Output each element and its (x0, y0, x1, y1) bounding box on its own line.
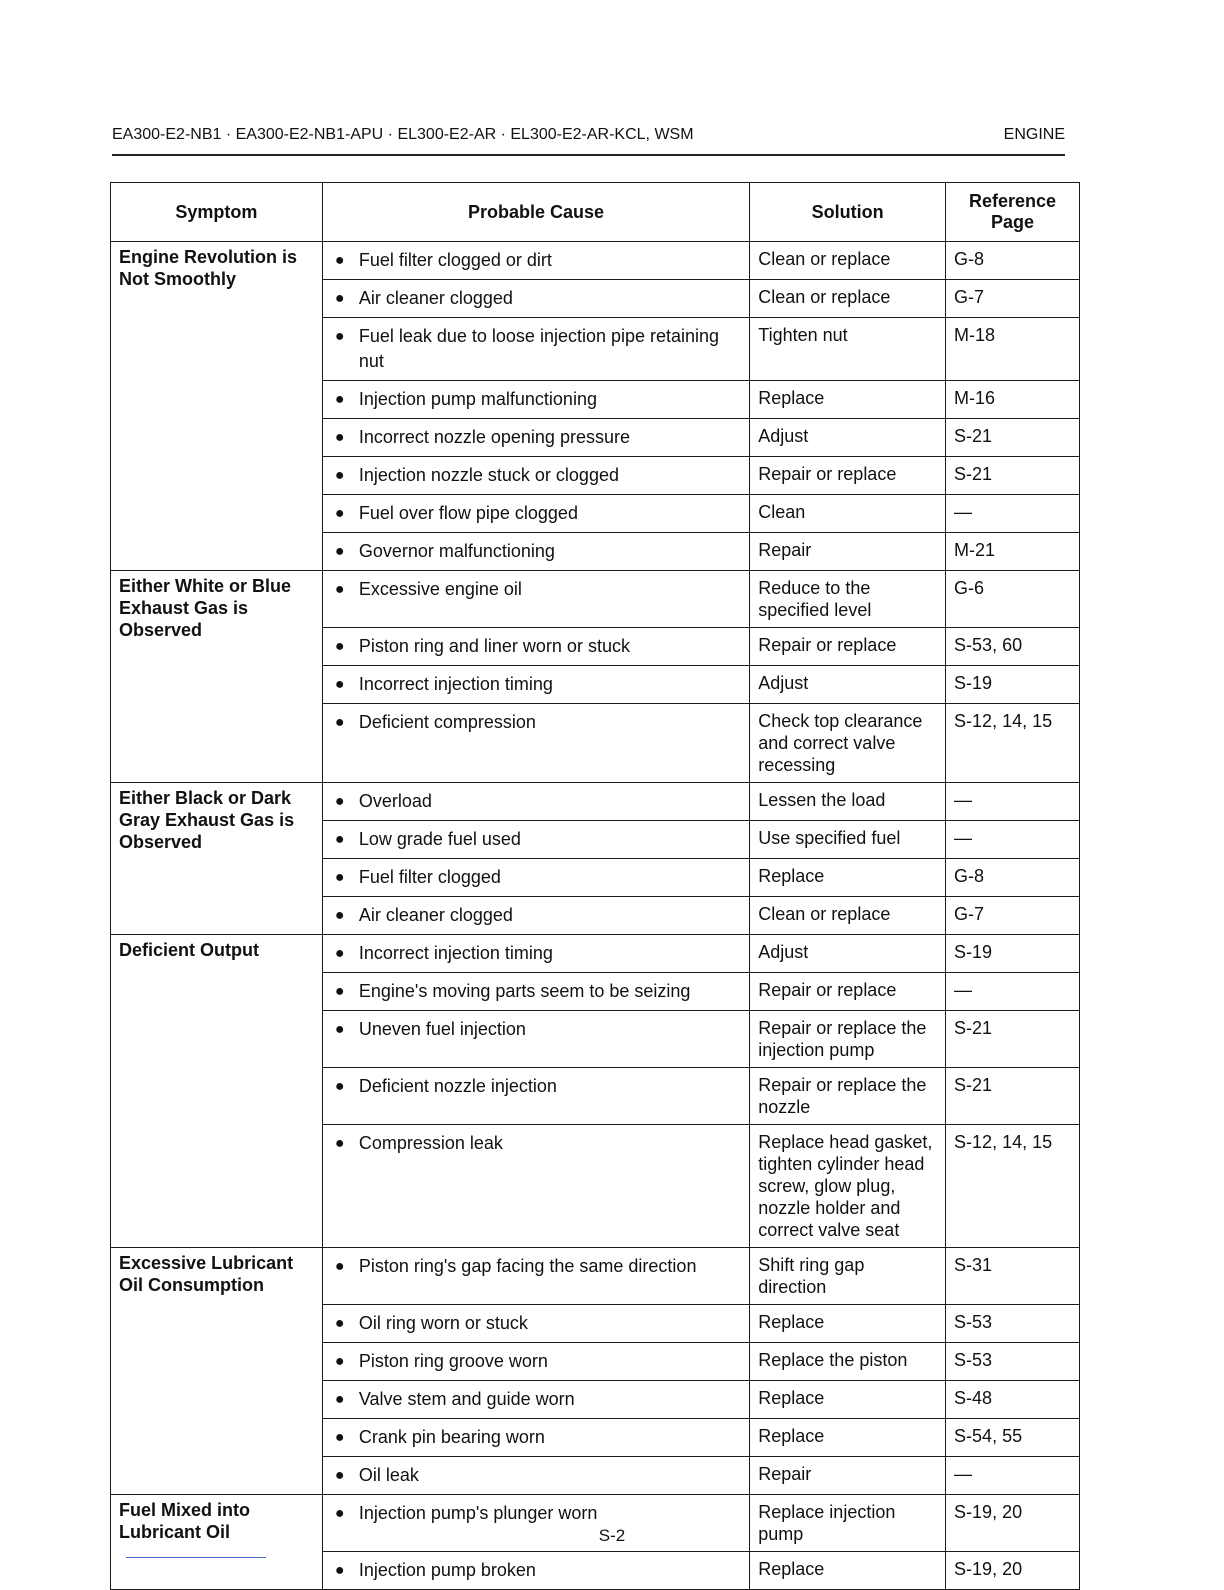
cause-cell (322, 859, 749, 897)
bullet-icon: ● (334, 793, 345, 810)
reference-cell: S-21 (946, 1011, 1080, 1068)
reference-cell: — (946, 821, 1080, 859)
cause-text: Oil ring worn or stuck (358, 1313, 528, 1333)
table-header-row (111, 183, 1080, 242)
solution-cell: Repair or replace the injection pump (750, 1011, 946, 1068)
reference-cell: S-19 (946, 666, 1080, 704)
column-header-probable-cause: Probable Cause (322, 183, 749, 242)
cause-cell (322, 973, 749, 1011)
cause-cell (322, 1068, 749, 1125)
solution-cell: Repair (750, 1457, 946, 1495)
cause-cell (322, 1125, 749, 1248)
reference-cell: S-19, 20 (946, 1552, 1080, 1590)
reference-cell: S-53 (946, 1305, 1080, 1343)
table-row (111, 571, 1080, 628)
bullet-icon: ● (334, 1562, 345, 1579)
cause-text: Air cleaner clogged (358, 288, 513, 308)
solution-cell: Replace head gasket, tighten cylinder head screw, glow plug, nozzle holder and correct valve seat (750, 1125, 946, 1248)
cause-text: Uneven fuel injection (358, 1019, 526, 1039)
cause-text: Fuel leak due to loose injection pipe retaining nut (358, 326, 720, 371)
bullet-icon: ● (334, 467, 345, 484)
cause-cell (322, 704, 749, 783)
column-header-symptom: Symptom (111, 183, 323, 242)
cause-cell (322, 666, 749, 704)
bullet-icon: ● (334, 581, 345, 598)
cause-text: Air cleaner clogged (358, 905, 513, 925)
cause-text: Injection nozzle stuck or clogged (358, 465, 619, 485)
solution-cell: Replace the piston (750, 1343, 946, 1381)
bullet-icon: ● (334, 543, 345, 560)
solution-cell: Lessen the load (750, 783, 946, 821)
cause-text: Injection pump broken (358, 1560, 536, 1580)
reference-cell: G-8 (946, 242, 1080, 280)
table-row (111, 242, 1080, 280)
solution-cell: Repair or replace (750, 457, 946, 495)
bullet-icon: ● (334, 328, 345, 345)
bullet-icon: ● (334, 1391, 345, 1408)
solution-cell: Replace (750, 859, 946, 897)
bullet-icon: ● (334, 1315, 345, 1332)
reference-cell: G-6 (946, 571, 1080, 628)
cause-text: Crank pin bearing worn (358, 1427, 545, 1447)
bullet-icon: ● (334, 1135, 345, 1152)
solution-cell: Adjust (750, 935, 946, 973)
reference-cell: — (946, 495, 1080, 533)
reference-cell: S-54, 55 (946, 1419, 1080, 1457)
symptom-cell: Fuel Mixed into Lubricant Oil (111, 1495, 323, 1590)
solution-cell: Check top clearance and correct valve recessing (750, 704, 946, 783)
cause-cell (322, 318, 749, 381)
solution-cell: Replace (750, 1419, 946, 1457)
bullet-icon: ● (334, 1353, 345, 1370)
reference-cell: S-48 (946, 1381, 1080, 1419)
cause-cell (322, 1305, 749, 1343)
table-body (111, 242, 1080, 1590)
solution-cell: Clean or replace (750, 897, 946, 935)
symptom-cell: Engine Revolution is Not Smoothly (111, 242, 323, 571)
bullet-icon: ● (334, 945, 345, 962)
reference-cell: G-8 (946, 859, 1080, 897)
cause-text: Incorrect nozzle opening pressure (358, 427, 630, 447)
reference-cell: S-31 (946, 1248, 1080, 1305)
solution-cell: Replace (750, 1305, 946, 1343)
solution-cell: Clean or replace (750, 280, 946, 318)
solution-cell: Shift ring gap direction (750, 1248, 946, 1305)
solution-cell: Repair or replace (750, 973, 946, 1011)
solution-cell: Repair or replace the nozzle (750, 1068, 946, 1125)
reference-cell: S-53, 60 (946, 628, 1080, 666)
table-row (111, 935, 1080, 973)
cause-cell (322, 419, 749, 457)
column-header-solution: Solution (750, 183, 946, 242)
bullet-icon: ● (334, 1078, 345, 1095)
reference-cell: — (946, 973, 1080, 1011)
solution-cell: Repair or replace (750, 628, 946, 666)
manual-title: EA300-E2-NB1 · EA300-E2-NB1-APU · EL300-E2-AR · EL300-E2-AR-KCL, WSM (112, 126, 694, 143)
cause-cell (322, 1457, 749, 1495)
reference-cell: G-7 (946, 897, 1080, 935)
bullet-icon: ● (334, 252, 345, 269)
page-header (112, 126, 1065, 148)
cause-text: Deficient compression (358, 712, 536, 732)
page-number: S-2 (598, 1526, 626, 1545)
symptom-cell: Deficient Output (111, 935, 323, 1248)
solution-cell: Clean or replace (750, 242, 946, 280)
cause-cell (322, 1343, 749, 1381)
reference-cell: M-21 (946, 533, 1080, 571)
cause-text: Injection pump malfunctioning (358, 389, 597, 409)
cause-cell (322, 381, 749, 419)
table-row (111, 1248, 1080, 1305)
cause-cell (322, 280, 749, 318)
symptom-cell: Either Black or Dark Gray Exhaust Gas is Observed (111, 783, 323, 935)
bullet-icon: ● (334, 869, 345, 886)
cause-cell (322, 897, 749, 935)
header-divider (112, 154, 1065, 156)
bullet-icon: ● (334, 907, 345, 924)
section-name: ENGINE (1003, 126, 1065, 143)
bullet-icon: ● (334, 290, 345, 307)
reference-cell: S-12, 14, 15 (946, 1125, 1080, 1248)
cause-text: Valve stem and guide worn (358, 1389, 575, 1409)
bullet-icon: ● (334, 831, 345, 848)
cause-cell (322, 495, 749, 533)
reference-cell: M-16 (946, 381, 1080, 419)
reference-cell: G-7 (946, 280, 1080, 318)
solution-cell: Replace (750, 381, 946, 419)
cause-text: Low grade fuel used (358, 829, 521, 849)
cause-cell (322, 783, 749, 821)
cause-text: Incorrect injection timing (358, 943, 553, 963)
bullet-icon: ● (334, 505, 345, 522)
reference-cell: — (946, 1457, 1080, 1495)
cause-text: Fuel filter clogged or dirt (358, 250, 552, 270)
bullet-icon: ● (334, 429, 345, 446)
reference-cell: S-12, 14, 15 (946, 704, 1080, 783)
cause-cell (322, 1419, 749, 1457)
reference-cell: S-53 (946, 1343, 1080, 1381)
cause-text: Governor malfunctioning (358, 541, 555, 561)
cause-text: Compression leak (358, 1133, 503, 1153)
solution-cell: Clean (750, 495, 946, 533)
cause-text: Oil leak (358, 1465, 419, 1485)
solution-cell: Replace (750, 1552, 946, 1590)
cause-cell (322, 821, 749, 859)
cause-cell (322, 1381, 749, 1419)
cause-cell (322, 1011, 749, 1068)
bullet-icon: ● (334, 1429, 345, 1446)
bullet-icon: ● (334, 1021, 345, 1038)
reference-cell: S-19 (946, 935, 1080, 973)
bullet-icon: ● (334, 1258, 345, 1275)
link-underline (126, 1557, 266, 1558)
bullet-icon: ● (334, 1467, 345, 1484)
cause-text: Engine's moving parts seem to be seizing (358, 981, 691, 1001)
bullet-icon: ● (334, 676, 345, 693)
cause-text: Overload (358, 791, 432, 811)
cause-text: Piston ring and liner worn or stuck (358, 636, 630, 656)
cause-cell (322, 457, 749, 495)
solution-cell: Reduce to the specified level (750, 571, 946, 628)
cause-cell (322, 935, 749, 973)
solution-cell: Adjust (750, 666, 946, 704)
troubleshooting-table (110, 182, 1080, 1590)
table-row (111, 783, 1080, 821)
bullet-icon: ● (334, 391, 345, 408)
bullet-icon: ● (334, 714, 345, 731)
reference-cell: — (946, 783, 1080, 821)
bullet-icon: ● (334, 638, 345, 655)
solution-cell: Replace injection pump (750, 1495, 946, 1552)
bullet-icon: ● (334, 983, 345, 1000)
cause-text: Piston ring groove worn (358, 1351, 548, 1371)
solution-cell: Replace (750, 1381, 946, 1419)
cause-cell (322, 571, 749, 628)
solution-cell: Repair (750, 533, 946, 571)
cause-text: Piston ring's gap facing the same direction (358, 1256, 697, 1276)
solution-cell: Adjust (750, 419, 946, 457)
cause-cell (322, 628, 749, 666)
cause-text: Excessive engine oil (358, 579, 522, 599)
reference-cell: S-21 (946, 1068, 1080, 1125)
reference-cell: S-19, 20 (946, 1495, 1080, 1552)
solution-cell: Tighten nut (750, 318, 946, 381)
cause-cell (322, 1248, 749, 1305)
reference-cell: S-21 (946, 419, 1080, 457)
bullet-icon: ● (334, 1505, 345, 1522)
symptom-cell: Either White or Blue Exhaust Gas is Observed (111, 571, 323, 783)
cause-text: Fuel filter clogged (358, 867, 501, 887)
cause-cell (322, 242, 749, 280)
cause-text: Fuel over flow pipe clogged (358, 503, 578, 523)
column-header-reference-page: Reference Page (946, 183, 1080, 242)
cause-text: Injection pump's plunger worn (358, 1503, 598, 1523)
solution-cell: Use specified fuel (750, 821, 946, 859)
cause-text: Incorrect injection timing (358, 674, 553, 694)
cause-text: Deficient nozzle injection (358, 1076, 557, 1096)
reference-cell: S-21 (946, 457, 1080, 495)
cause-cell (322, 533, 749, 571)
symptom-cell: Excessive Lubricant Oil Consumption (111, 1248, 323, 1495)
reference-cell: M-18 (946, 318, 1080, 381)
